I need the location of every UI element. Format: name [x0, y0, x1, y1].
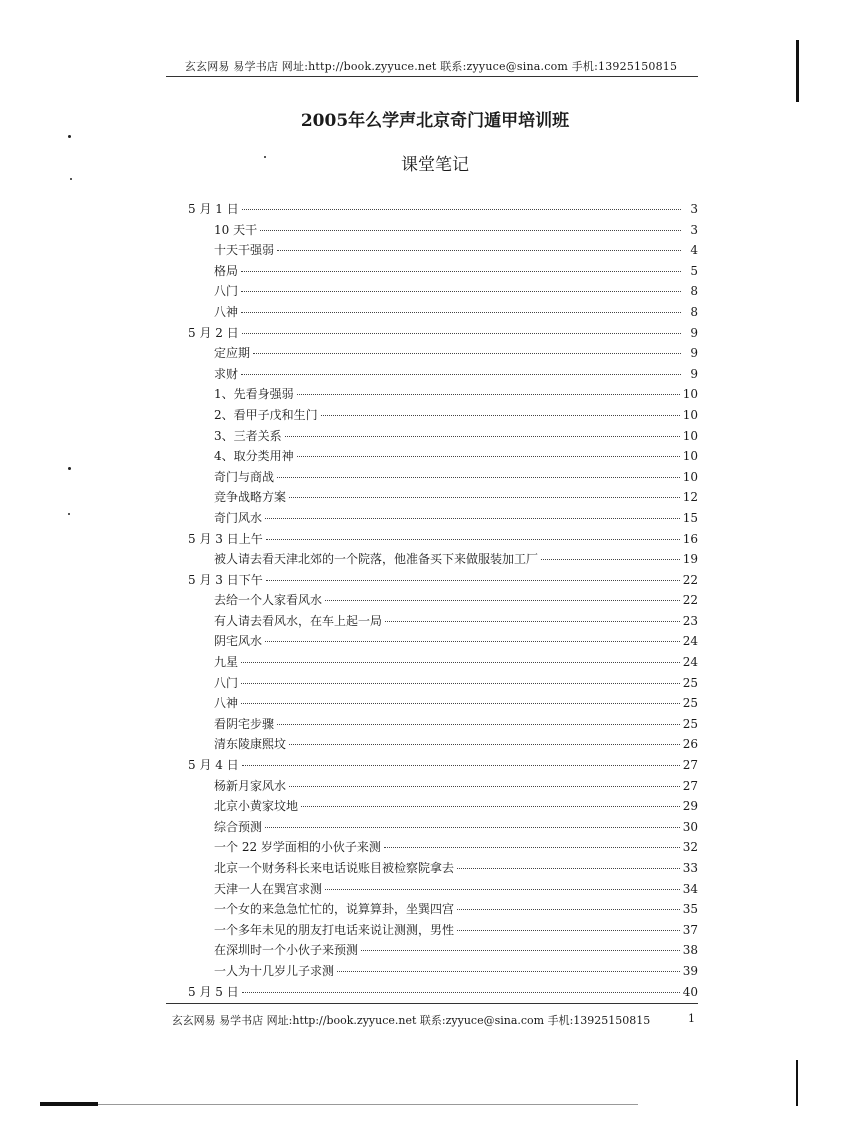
scan-speck	[70, 178, 72, 180]
toc-dot-leader	[325, 889, 680, 890]
toc-dot-leader	[241, 683, 680, 684]
page-number: 1	[688, 1012, 695, 1025]
toc-entry	[188, 818, 698, 839]
scan-speck	[68, 467, 71, 470]
toc-entry-label: 奇门风水	[214, 510, 263, 525]
toc-entry-label: 八门	[214, 675, 239, 690]
toc-dot-leader	[285, 436, 680, 437]
toc-dot-leader	[457, 909, 680, 910]
table-of-contents	[188, 200, 698, 1003]
toc-entry	[188, 427, 698, 448]
toc-entry-page: 37	[682, 922, 698, 937]
toc-entry	[188, 983, 698, 1004]
toc-entry-label: 有人请去看风水，在车上起一局	[214, 613, 383, 628]
toc-entry	[188, 262, 698, 283]
page-header: 玄玄网易 易学书店 网址:http://book.zyyuce.net 联系:zyyuce@sina.com 手机:13925150815	[184, 60, 678, 73]
toc-entry	[188, 550, 698, 571]
scan-speck	[68, 135, 71, 138]
toc-entry	[188, 468, 698, 489]
toc-dot-leader	[242, 992, 680, 993]
toc-dot-leader	[253, 353, 681, 354]
toc-entry	[188, 941, 698, 962]
toc-entry-label: 天津一人在巽宫求测	[214, 881, 323, 896]
toc-dot-leader	[241, 291, 681, 292]
toc-entry-page: 9	[690, 325, 698, 340]
toc-entry-page: 25	[682, 716, 698, 731]
toc-entry-label: 5 月 5 日	[188, 984, 239, 999]
toc-entry-page: 24	[682, 634, 698, 649]
toc-entry	[188, 962, 698, 983]
toc-dot-leader	[277, 724, 680, 725]
toc-entry-label: 九星	[214, 655, 239, 670]
toc-entry-label: 八神	[214, 304, 239, 319]
toc-entry-page: 29	[682, 799, 698, 814]
toc-entry-label: 八神	[214, 696, 239, 711]
scan-edge-mark	[796, 40, 799, 102]
toc-entry-page: 15	[682, 510, 698, 525]
toc-entry-label: 看阴宅步骤	[214, 716, 275, 731]
toc-entry-label: 格局	[214, 263, 239, 278]
toc-dot-leader	[289, 497, 680, 498]
toc-dot-leader	[242, 333, 681, 334]
toc-dot-leader	[325, 600, 680, 601]
toc-entry-page: 24	[682, 655, 698, 670]
toc-entry-page: 34	[682, 881, 698, 896]
toc-entry-page: 40	[682, 984, 698, 999]
scan-speck	[264, 156, 266, 158]
toc-entry-page: 27	[682, 778, 698, 793]
toc-entry-label: 十天干强弱	[214, 243, 275, 258]
toc-entry-page: 12	[682, 490, 698, 505]
toc-entry-label: 阴宅风水	[214, 634, 263, 649]
toc-dot-leader	[241, 374, 681, 375]
header-divider	[166, 76, 698, 77]
toc-entry	[188, 921, 698, 942]
toc-entry	[188, 509, 698, 530]
toc-dot-leader	[266, 539, 680, 540]
toc-entry	[188, 303, 698, 324]
toc-entry-label: 3、三者关系	[214, 428, 282, 443]
toc-entry-page: 22	[682, 572, 698, 587]
toc-entry-page: 30	[682, 819, 698, 834]
toc-dot-leader	[241, 271, 681, 272]
toc-entry-label: 1、先看身强弱	[214, 387, 294, 402]
toc-dot-leader	[265, 641, 680, 642]
toc-entry-page: 4	[690, 243, 698, 258]
toc-entry-page: 5	[690, 263, 698, 278]
toc-entry-label: 综合预测	[214, 819, 263, 834]
toc-dot-leader	[277, 250, 681, 251]
toc-entry-page: 10	[682, 407, 698, 422]
toc-entry	[188, 880, 698, 901]
toc-dot-leader	[265, 827, 680, 828]
toc-entry	[188, 221, 698, 242]
toc-entry	[188, 653, 698, 674]
footer-divider	[166, 1003, 698, 1004]
toc-dot-leader	[241, 703, 680, 704]
toc-entry	[188, 674, 698, 695]
toc-dot-leader	[321, 415, 680, 416]
document-subtitle: 课堂笔记	[401, 155, 469, 175]
toc-entry-page: 27	[682, 758, 698, 773]
toc-entry-label: 4、取分类用神	[214, 449, 294, 464]
toc-entry	[188, 591, 698, 612]
toc-dot-leader	[457, 868, 680, 869]
toc-entry	[188, 612, 698, 633]
toc-dot-leader	[242, 765, 680, 766]
toc-entry-page: 16	[682, 531, 698, 546]
toc-dot-leader	[361, 950, 680, 951]
toc-dot-leader	[384, 847, 680, 848]
toc-entry	[188, 344, 698, 365]
toc-dot-leader	[337, 971, 680, 972]
toc-entry-page: 33	[682, 861, 698, 875]
toc-entry	[188, 756, 698, 777]
toc-entry	[188, 406, 698, 427]
toc-entry-label: 杨新月家风水	[214, 778, 287, 793]
toc-entry	[188, 385, 698, 406]
toc-dot-leader	[297, 394, 680, 395]
toc-entry-label: 2、看甲子戊和生门	[214, 407, 318, 422]
toc-dot-leader	[265, 518, 680, 519]
toc-entry-label: 求财	[214, 366, 239, 381]
toc-dot-leader	[301, 806, 680, 807]
toc-entry-label: 去给一个人家看风水	[214, 593, 323, 608]
toc-dot-leader	[266, 580, 680, 581]
toc-entry	[188, 715, 698, 736]
toc-entry-page: 8	[690, 304, 698, 319]
toc-entry-label: 5 月 2 日	[188, 325, 239, 340]
toc-entry-page: 25	[682, 675, 698, 690]
toc-entry-page: 10	[682, 449, 698, 464]
toc-dot-leader	[385, 621, 680, 622]
toc-entry-label: 一个女的来急急忙忙的，说算算卦，坐巽四宫	[214, 902, 455, 917]
toc-entry-page: 3	[690, 202, 698, 216]
toc-entry	[188, 735, 698, 756]
toc-entry-label: 竞争战略方案	[214, 490, 287, 505]
toc-entry-label: 5 月 3 日下午	[188, 572, 263, 587]
toc-dot-leader	[277, 477, 680, 478]
toc-dot-leader	[260, 230, 681, 231]
toc-entry-label: 北京一个财务科长来电话说账目被检察院拿去	[214, 861, 455, 875]
toc-entry-page: 26	[682, 737, 698, 752]
scan-edge-mark	[40, 1102, 98, 1106]
toc-entry-label: 在深圳时一个小伙子来预测	[214, 943, 359, 958]
toc-entry-page: 19	[682, 552, 698, 567]
toc-entry	[188, 797, 698, 818]
scan-speck	[68, 513, 70, 515]
toc-entry	[188, 488, 698, 509]
toc-entry	[188, 324, 698, 345]
toc-entry	[188, 200, 698, 221]
toc-entry-page: 10	[682, 469, 698, 484]
toc-entry	[188, 571, 698, 592]
toc-entry	[188, 282, 698, 303]
toc-entry-label: 5 月 3 日上午	[188, 531, 263, 546]
toc-entry-label: 一个多年未见的朋友打电话来说让测测，男性	[214, 922, 455, 937]
toc-entry	[188, 694, 698, 715]
toc-entry	[188, 365, 698, 386]
scan-edge-mark	[796, 1060, 798, 1106]
toc-entry-page: 9	[690, 366, 698, 381]
toc-entry-page: 8	[690, 284, 698, 299]
toc-entry	[188, 859, 698, 880]
toc-entry	[188, 530, 698, 551]
toc-entry-page: 38	[682, 943, 698, 958]
toc-dot-leader	[541, 559, 680, 560]
toc-entry-label: 八门	[214, 284, 239, 299]
toc-dot-leader	[457, 930, 680, 931]
toc-entry-label: 一人为十几岁儿子求测	[214, 963, 335, 978]
toc-entry	[188, 241, 698, 262]
toc-dot-leader	[241, 662, 680, 663]
toc-entry	[188, 777, 698, 798]
toc-entry-page: 23	[682, 613, 698, 628]
toc-entry-page: 9	[690, 346, 698, 361]
toc-dot-leader	[241, 312, 681, 313]
toc-entry-label: 清东陵康熙坟	[214, 737, 287, 752]
toc-entry-label: 奇门与商战	[214, 469, 275, 484]
toc-entry-label: 北京小黄家坟地	[214, 799, 299, 814]
toc-entry-label: 一个 22 岁学面相的小伙子来测	[214, 840, 381, 855]
toc-entry-page: 10	[682, 428, 698, 443]
toc-entry-page: 35	[682, 902, 698, 917]
document-title: 2005年么学声北京奇门遁甲培训班	[300, 111, 570, 131]
toc-entry-label: 被人请去看天津北郊的一个院落，他准备买下来做服装加工厂	[214, 552, 539, 567]
toc-entry-page: 32	[682, 840, 698, 855]
page-footer: 玄玄网易 易学书店 网址:http://book.zyyuce.net 联系:zyyuce@sina.com 手机:13925150815	[171, 1014, 651, 1027]
toc-dot-leader	[289, 786, 680, 787]
toc-entry-label: 5 月 1 日	[188, 202, 239, 216]
toc-dot-leader	[289, 744, 680, 745]
toc-entry-page: 25	[682, 696, 698, 711]
toc-entry-page: 3	[690, 222, 698, 237]
toc-entry-label: 10 天干	[214, 222, 258, 237]
toc-entry-label: 5 月 4 日	[188, 758, 239, 773]
toc-entry-label: 定应期	[214, 346, 251, 361]
toc-entry-page: 22	[682, 593, 698, 608]
toc-dot-leader	[242, 209, 681, 210]
toc-entry-page: 10	[682, 387, 698, 402]
scan-edge-mark	[98, 1104, 638, 1105]
toc-entry-page: 39	[682, 963, 698, 978]
toc-entry	[188, 447, 698, 468]
toc-entry	[188, 632, 698, 653]
toc-entry	[188, 900, 698, 921]
toc-entry	[188, 838, 698, 859]
toc-dot-leader	[297, 456, 680, 457]
